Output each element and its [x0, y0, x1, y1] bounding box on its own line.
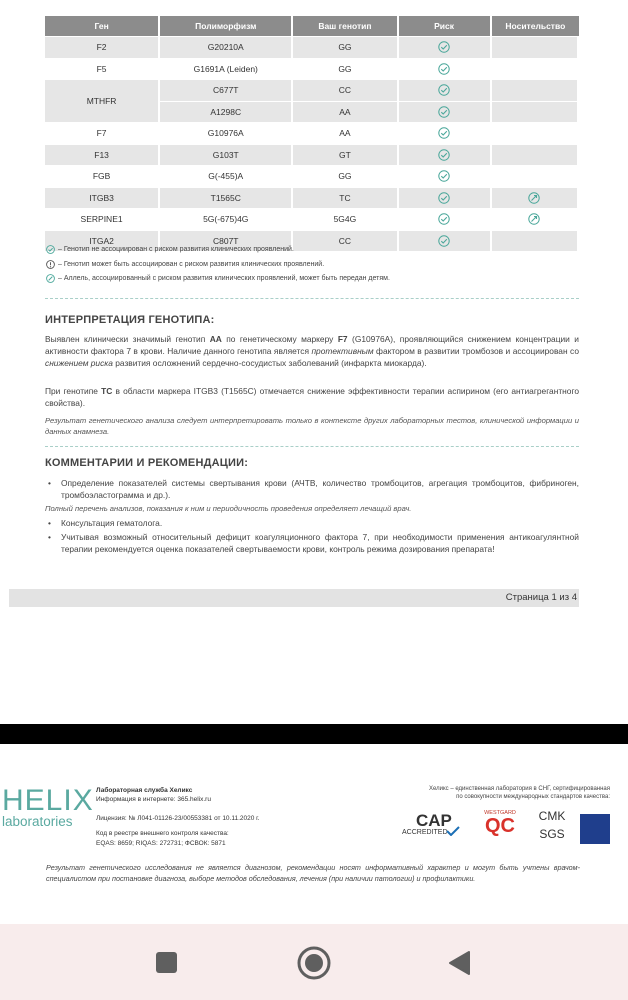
legend-text: – Аллель, ассоциированный с риском развития клинических проявлений, может быть передан детям.	[58, 275, 390, 282]
certification-line: по совокупности международных стандартов качества:	[456, 793, 610, 800]
home-button[interactable]	[297, 946, 331, 980]
table-header-row	[45, 16, 579, 36]
cell-risk	[399, 208, 492, 230]
cap-text: CAP	[416, 811, 452, 830]
cell-carrier	[492, 58, 579, 80]
cell-genotype: GT	[293, 144, 398, 166]
table-row	[45, 36, 579, 58]
cell-genotype: CC	[293, 230, 398, 252]
carrier-allele-icon	[528, 213, 540, 225]
cell-risk	[399, 144, 492, 166]
android-nav-bar	[0, 924, 628, 1000]
legend-item-may-be-associated	[46, 260, 324, 269]
cell-genotype: CC	[293, 79, 398, 101]
cell-polymorphism: G20210A	[160, 36, 293, 58]
cell-genotype: GG	[293, 36, 398, 58]
cell-gene: F13	[45, 144, 160, 166]
westgard-qc-logo	[478, 810, 522, 842]
divider	[45, 446, 579, 447]
recent-apps-button[interactable]	[155, 952, 179, 974]
check-circle-icon	[438, 170, 450, 182]
divider	[45, 298, 579, 299]
disclaimer-text: Результат генетического исследования не является диагнозом, рекомендации носят информативный характер и могут быть учтены врачом-специалистом при постановке диагноза, выборе методов обследования, лечения (при наличии патологии) и профилактики.	[46, 863, 580, 883]
cell-genotype: GG	[293, 165, 398, 187]
report-footer	[0, 744, 628, 924]
cell-carrier	[492, 208, 579, 230]
cell-carrier	[492, 187, 579, 209]
sgs-text: SGS	[539, 827, 565, 841]
legend-item-not-associated	[46, 245, 294, 254]
check-circle-icon	[438, 213, 450, 225]
cell-gene: F2	[45, 36, 160, 58]
back-button[interactable]	[447, 950, 473, 976]
cell-carrier	[492, 230, 579, 252]
cell-risk	[399, 122, 492, 144]
genotype-table	[45, 16, 579, 251]
cell-risk	[399, 165, 492, 187]
check-circle-icon	[438, 106, 450, 118]
table-row	[45, 187, 579, 209]
cell-gene: MTHFR	[45, 79, 160, 122]
legend-item-allele-transmitted	[46, 274, 390, 283]
check-circle-icon	[438, 41, 450, 53]
helix-logo: HELIX	[2, 784, 94, 817]
cell-polymorphism: G103T	[160, 144, 293, 166]
cap-subtext: ACCREDITED	[402, 829, 448, 836]
lab-website: Информация в интернете: 365.helix.ru	[96, 796, 211, 803]
check-circle-icon	[438, 149, 450, 161]
cell-carrier	[492, 79, 579, 101]
certification-text	[380, 786, 610, 801]
interpretation-paragraph-2: При генотипе TC в области маркера ITGB3 (T1565C) отмечается снижение эффективности терапии аспирином (его антиагрегантного свойства).	[45, 386, 579, 408]
cmk-text: CMK	[538, 809, 566, 823]
cell-polymorphism: G10976A	[160, 122, 293, 144]
table-row	[45, 58, 579, 80]
westgard-text: WESTGARD	[484, 810, 516, 816]
cell-polymorphism: 5G(-675)4G	[160, 208, 293, 230]
license-text: Лицензия: № Л041-01126-23/00553381 от 10.11.2020 г.	[96, 815, 260, 822]
cell-risk	[399, 79, 492, 101]
carrier-allele-icon	[46, 274, 55, 283]
table-row	[45, 144, 579, 166]
cell-risk	[399, 187, 492, 209]
cell-gene: ITGA2	[45, 230, 160, 252]
cell-carrier	[492, 36, 579, 58]
cell-risk	[399, 230, 492, 252]
interpretation-paragraph-1: Выявлен клинически значимый генотип AA по генетическому маркеру F7 (G10976A), проявляющийся снижением концентрации и активности фактора 7 в крови. Наличие данного генотипа является протективным фактором в развитии тромбозов и ассоциирован со снижением риска развития осложнений сердечно-сосудистых заболеваний (инфаркта миокарда).	[45, 334, 579, 368]
cell-genotype: AA	[293, 101, 398, 123]
header-genotype: Ваш генотип	[293, 16, 398, 36]
comments-title: КОММЕНТАРИИ И РЕКОМЕНДАЦИИ:	[45, 457, 249, 469]
checkmark-icon	[446, 826, 460, 836]
table-row	[45, 165, 579, 187]
cell-genotype: TC	[293, 187, 398, 209]
helix-logo-subtitle: laboratories	[2, 814, 73, 829]
home-circle-icon	[297, 946, 331, 980]
cell-polymorphism: A1298C	[160, 101, 293, 123]
cell-risk	[399, 101, 492, 123]
table-row	[45, 79, 579, 101]
cell-gene: SERPINE1	[45, 208, 160, 230]
registry-codes: EQAS: 8659; RIQAS: 272731; ФСВОК: 5871	[96, 840, 226, 847]
check-circle-icon	[438, 127, 450, 139]
cell-polymorphism: C807T	[160, 230, 293, 252]
carrier-allele-icon	[528, 192, 540, 204]
check-circle-icon	[46, 245, 55, 254]
cell-carrier	[492, 122, 579, 144]
page-indicator-bar	[9, 589, 579, 607]
recommendation-item: • Учитывая возможный относительный дефицит коагуляционного фактора 7, при необходимости применения антикоагулянтной терапии рекомендуется оценка показателей свертываемости крови, контроль режима дозирования препарата!	[45, 531, 579, 555]
cell-polymorphism: T1565C	[160, 187, 293, 209]
cell-risk	[399, 58, 492, 80]
page-number: Страница 1 из 4	[505, 592, 577, 603]
cell-carrier	[492, 101, 579, 123]
check-circle-icon	[438, 235, 450, 247]
recommendation-note: Полный перечень анализов, показания к ним и периодичность проведения определяет лечащий врач.	[45, 504, 412, 513]
table-row	[45, 208, 579, 230]
cmk-sgs-logo	[534, 810, 570, 844]
check-circle-icon	[438, 192, 450, 204]
cell-genotype: GG	[293, 58, 398, 80]
legend-text: – Генотип может быть ассоциирован с риском развития клинических проявлений.	[58, 261, 325, 268]
certification-line: Хеликс – единственная лаборатория в СНГ, сертифицированная	[428, 786, 610, 792]
interpretation-note: Результат генетического анализа следует интерпретировать только в контексте других лабораторных тестов, клинической информации и данных анамнеза.	[45, 416, 579, 436]
cell-gene: ITGB3	[45, 187, 160, 209]
header-polymorphism: Полиморфизм	[160, 16, 293, 36]
cell-gene: FGB	[45, 165, 160, 187]
cell-gene: F5	[45, 58, 160, 80]
cell-risk	[399, 36, 492, 58]
header-risk: Риск	[399, 16, 492, 36]
qc-text: QC	[485, 815, 515, 837]
recommendation-item: • Консультация гематолога.	[45, 517, 579, 529]
check-circle-icon	[438, 63, 450, 75]
exclamation-circle-icon	[46, 260, 55, 269]
lab-service-name: Лабораторная служба Хеликс	[96, 787, 193, 794]
cap-logo	[402, 812, 464, 842]
back-triangle-icon	[447, 950, 473, 976]
header-carrier: Носительство	[492, 16, 579, 36]
table-row	[45, 122, 579, 144]
cell-genotype: AA	[293, 122, 398, 144]
cell-polymorphism: G(-455)A	[160, 165, 293, 187]
cell-genotype: 5G4G	[293, 208, 398, 230]
recommendation-item: • Определение показателей системы свертывания крови (АЧТВ, количество тромбоцитов, агрегация тромбоцитов, фибриноген, тромбоэластограмма и др.).	[45, 477, 579, 501]
cell-carrier	[492, 165, 579, 187]
cell-polymorphism: C677T	[160, 79, 293, 101]
header-gene: Ген	[45, 16, 160, 36]
legend-text: – Генотип не ассоциирован с риском развития клинических проявлений.	[58, 246, 294, 253]
square-icon	[155, 952, 179, 974]
registry-text: Код в реестре внешнего контроля качества:	[96, 830, 229, 837]
check-circle-icon	[438, 84, 450, 96]
cell-gene: F7	[45, 122, 160, 144]
interpretation-title: ИНТЕРПРЕТАЦИЯ ГЕНОТИПА:	[45, 314, 215, 326]
cell-polymorphism: G1691A (Leiden)	[160, 58, 293, 80]
global-badge	[580, 814, 610, 844]
page-separator	[0, 724, 628, 744]
cell-carrier	[492, 144, 579, 166]
